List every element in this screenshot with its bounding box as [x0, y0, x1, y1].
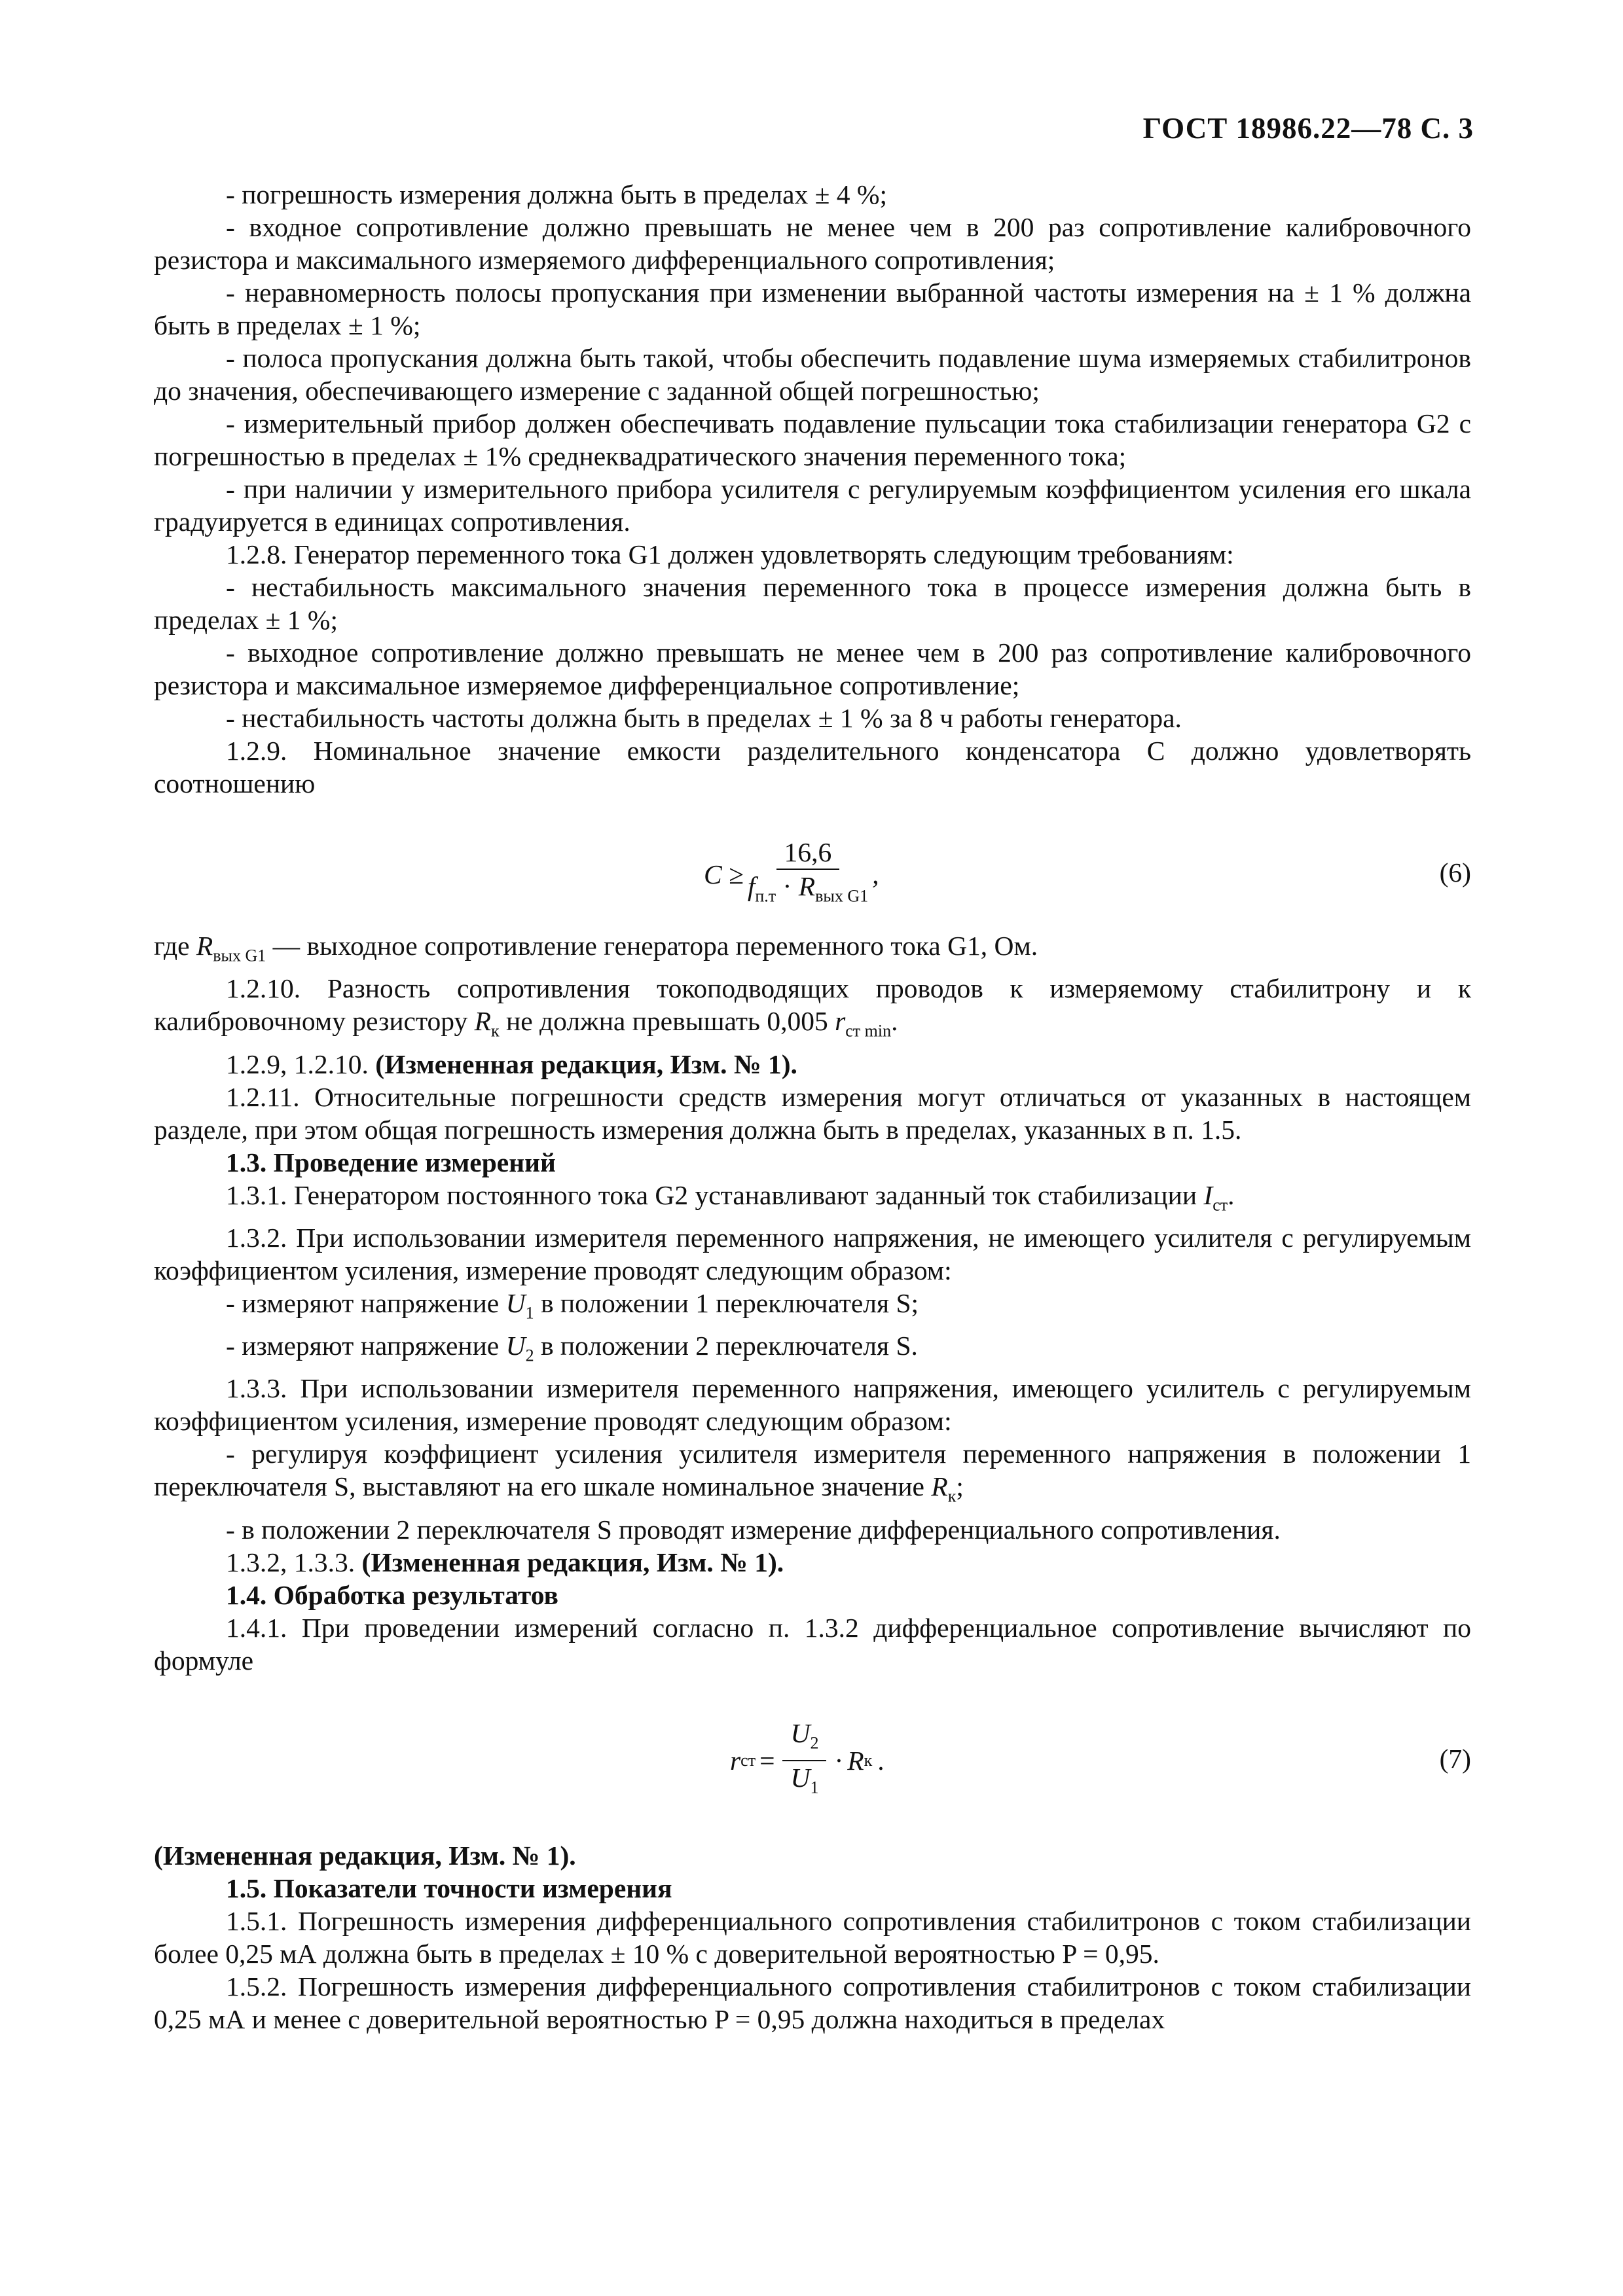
paragraph: - нестабильность частоты должна быть в пределах ± 1 % за 8 ч работы генератора. — [226, 703, 1182, 733]
paragraph: - в положении 2 переключателя S проводят измерение дифференциального сопротивления. — [226, 1514, 1281, 1545]
paragraph: - погрешность измерения должна быть в пределах ± 4 %; — [226, 179, 888, 209]
formula-tail: , — [872, 859, 879, 889]
fraction-numerator: $U_2$ — [782, 1718, 826, 1761]
formula-fraction — [748, 837, 868, 911]
paragraph: 1.2.9. Номинальное значение емкости разделительного конденсатора C должно удовлетворять соотношению — [154, 736, 1471, 798]
section-heading: 1.5. Показатели точности измерения — [226, 1873, 672, 1903]
paragraph: - неравномерность полосы пропускания при изменении выбранной частоты измерения на ± 1 % должна быть в пределах ± 1 %; — [154, 278, 1471, 340]
paragraph: 1.2.10. Разность сопротивления токоподводящих проводов к измеряемому стабилитрону и к калибровочному резистору $R_к$ не должна превышать 0,005 $r_{ст min}$. — [154, 973, 1471, 1041]
paragraph: - нестабильность максимального значения переменного тока в процессе измерения должна быть в пределах ± 1 %; — [154, 572, 1471, 635]
fraction-denominator: $f_{п.т} \cdot R_{вых G1}$ — [747, 871, 869, 906]
paragraph: - измеряют напряжение $U_1$ в положении 1 переключателя S; — [226, 1287, 919, 1323]
paragraph: - измерительный прибор должен обеспечивать подавление пульсации тока стабилизации генератора G2 с погрешностью в пределах ± 1% среднеквадратического значения переменного тока; — [154, 408, 1471, 471]
fraction-numerator: 16,6 — [776, 837, 840, 870]
formula-6 — [154, 838, 1471, 911]
amendment-note: (Измененная редакция, Изм. № 1). — [154, 1840, 576, 1871]
document-body — [154, 178, 1471, 2036]
paragraph: 1.3.2. При использовании измерителя переменного напряжения, не имеющего усилителя с регулируемым коэффициентом усиления, измерение проводят следующим образом: — [154, 1222, 1471, 1285]
formula-fraction — [782, 1718, 826, 1803]
paragraph: - полоса пропускания должна быть такой, чтобы обеспечить подавление шума измеряемых стабилитронов до значения, обеспечивающего измерение с заданной общей погрешностью; — [154, 343, 1471, 406]
paragraph-where: где $R_{вых G1}$ — выходное сопротивление генератора переменного тока G1, Ом. — [154, 931, 1038, 965]
formula-lhs: C ≥ — [704, 859, 744, 889]
formula-7: r ст = $\frac{U_2}{U_1}$ · R к . (7) — [154, 1724, 1471, 1797]
amendment-note: 1.2.9, 1.2.10. (Измененная редакция, Изм. № 1). — [226, 1049, 797, 1079]
paragraph: - регулируя коэффициент усиления усилителя измерителя переменного напряжения в положении 1 переключателя S, выставляют на его шкале номинальное значение $R_к$; — [154, 1439, 1471, 1506]
paragraph: 1.2.8. Генератор переменного тока G1 должен удовлетворять следующим требованиям: — [226, 539, 1234, 569]
fraction-denominator: $U_1$ — [790, 1762, 819, 1797]
section-heading: 1.3. Проведение измерений — [226, 1147, 556, 1177]
section-heading: 1.4. Обработка результатов — [226, 1579, 558, 1610]
paragraph: - при наличии у измерительного прибора усилителя с регулируемым коэффициентом усиления его шкала градуируется в единицах сопротивления. — [154, 474, 1471, 537]
paragraph: 1.4.1. При проведении измерений согласно п. 1.3.2 дифференциальное сопротивление вычисляют по формуле — [154, 1612, 1471, 1676]
amendment-note: 1.3.2, 1.3.3. (Измененная редакция, Изм. № 1). — [226, 1547, 784, 1577]
paragraph: - выходное сопротивление должно превышать не менее чем в 200 раз сопротивление калибровочного резистора и максимальное измеряемое дифференциальное сопротивление; — [154, 637, 1471, 700]
paragraph: 1.3.1. Генератором постоянного тока G2 устанавливают заданный ток стабилизации $I_{ст}$. — [226, 1179, 1235, 1214]
paragraph: 1.2.11. Относительные погрешности средств измерения могут отличаться от указанных в настоящем разделе, при этом общая погрешность измерения должна быть в пределах, указанных в п. 1.5. — [154, 1081, 1471, 1145]
equation-number: (6) — [1439, 857, 1471, 888]
formula-lhs-symbol: r — [730, 1745, 741, 1776]
paragraph: - измеряют напряжение $U_2$ в положении 2 переключателя S. — [226, 1331, 918, 1365]
paragraph: 1.5.2. Погрешность измерения дифференциального сопротивления стабилитронов с током стабилизации 0,25 мА и менее с доверительной вероятностью P = 0,95 должна находиться в пределах — [154, 1971, 1471, 2034]
paragraph: - входное сопротивление должно превышать не менее чем в 200 раз сопротивление калибровочного резистора и максимального измеряемого дифференциального сопротивления; — [154, 212, 1471, 275]
page-header: ГОСТ 18986.22—78 С. 3 — [1142, 112, 1474, 145]
paragraph: 1.5.1. Погрешность измерения дифференциального сопротивления стабилитронов с током стабилизации более 0,25 мА должна быть в пределах ± 10 % с доверительной вероятностью P = 0,95. — [154, 1905, 1471, 1969]
paragraph: 1.3.3. При использовании измерителя переменного напряжения, имеющего усилитель с регулируемым коэффициентом усиления, измерение проводят следующим образом: — [154, 1373, 1471, 1437]
equation-number: (7) — [1439, 1743, 1471, 1774]
